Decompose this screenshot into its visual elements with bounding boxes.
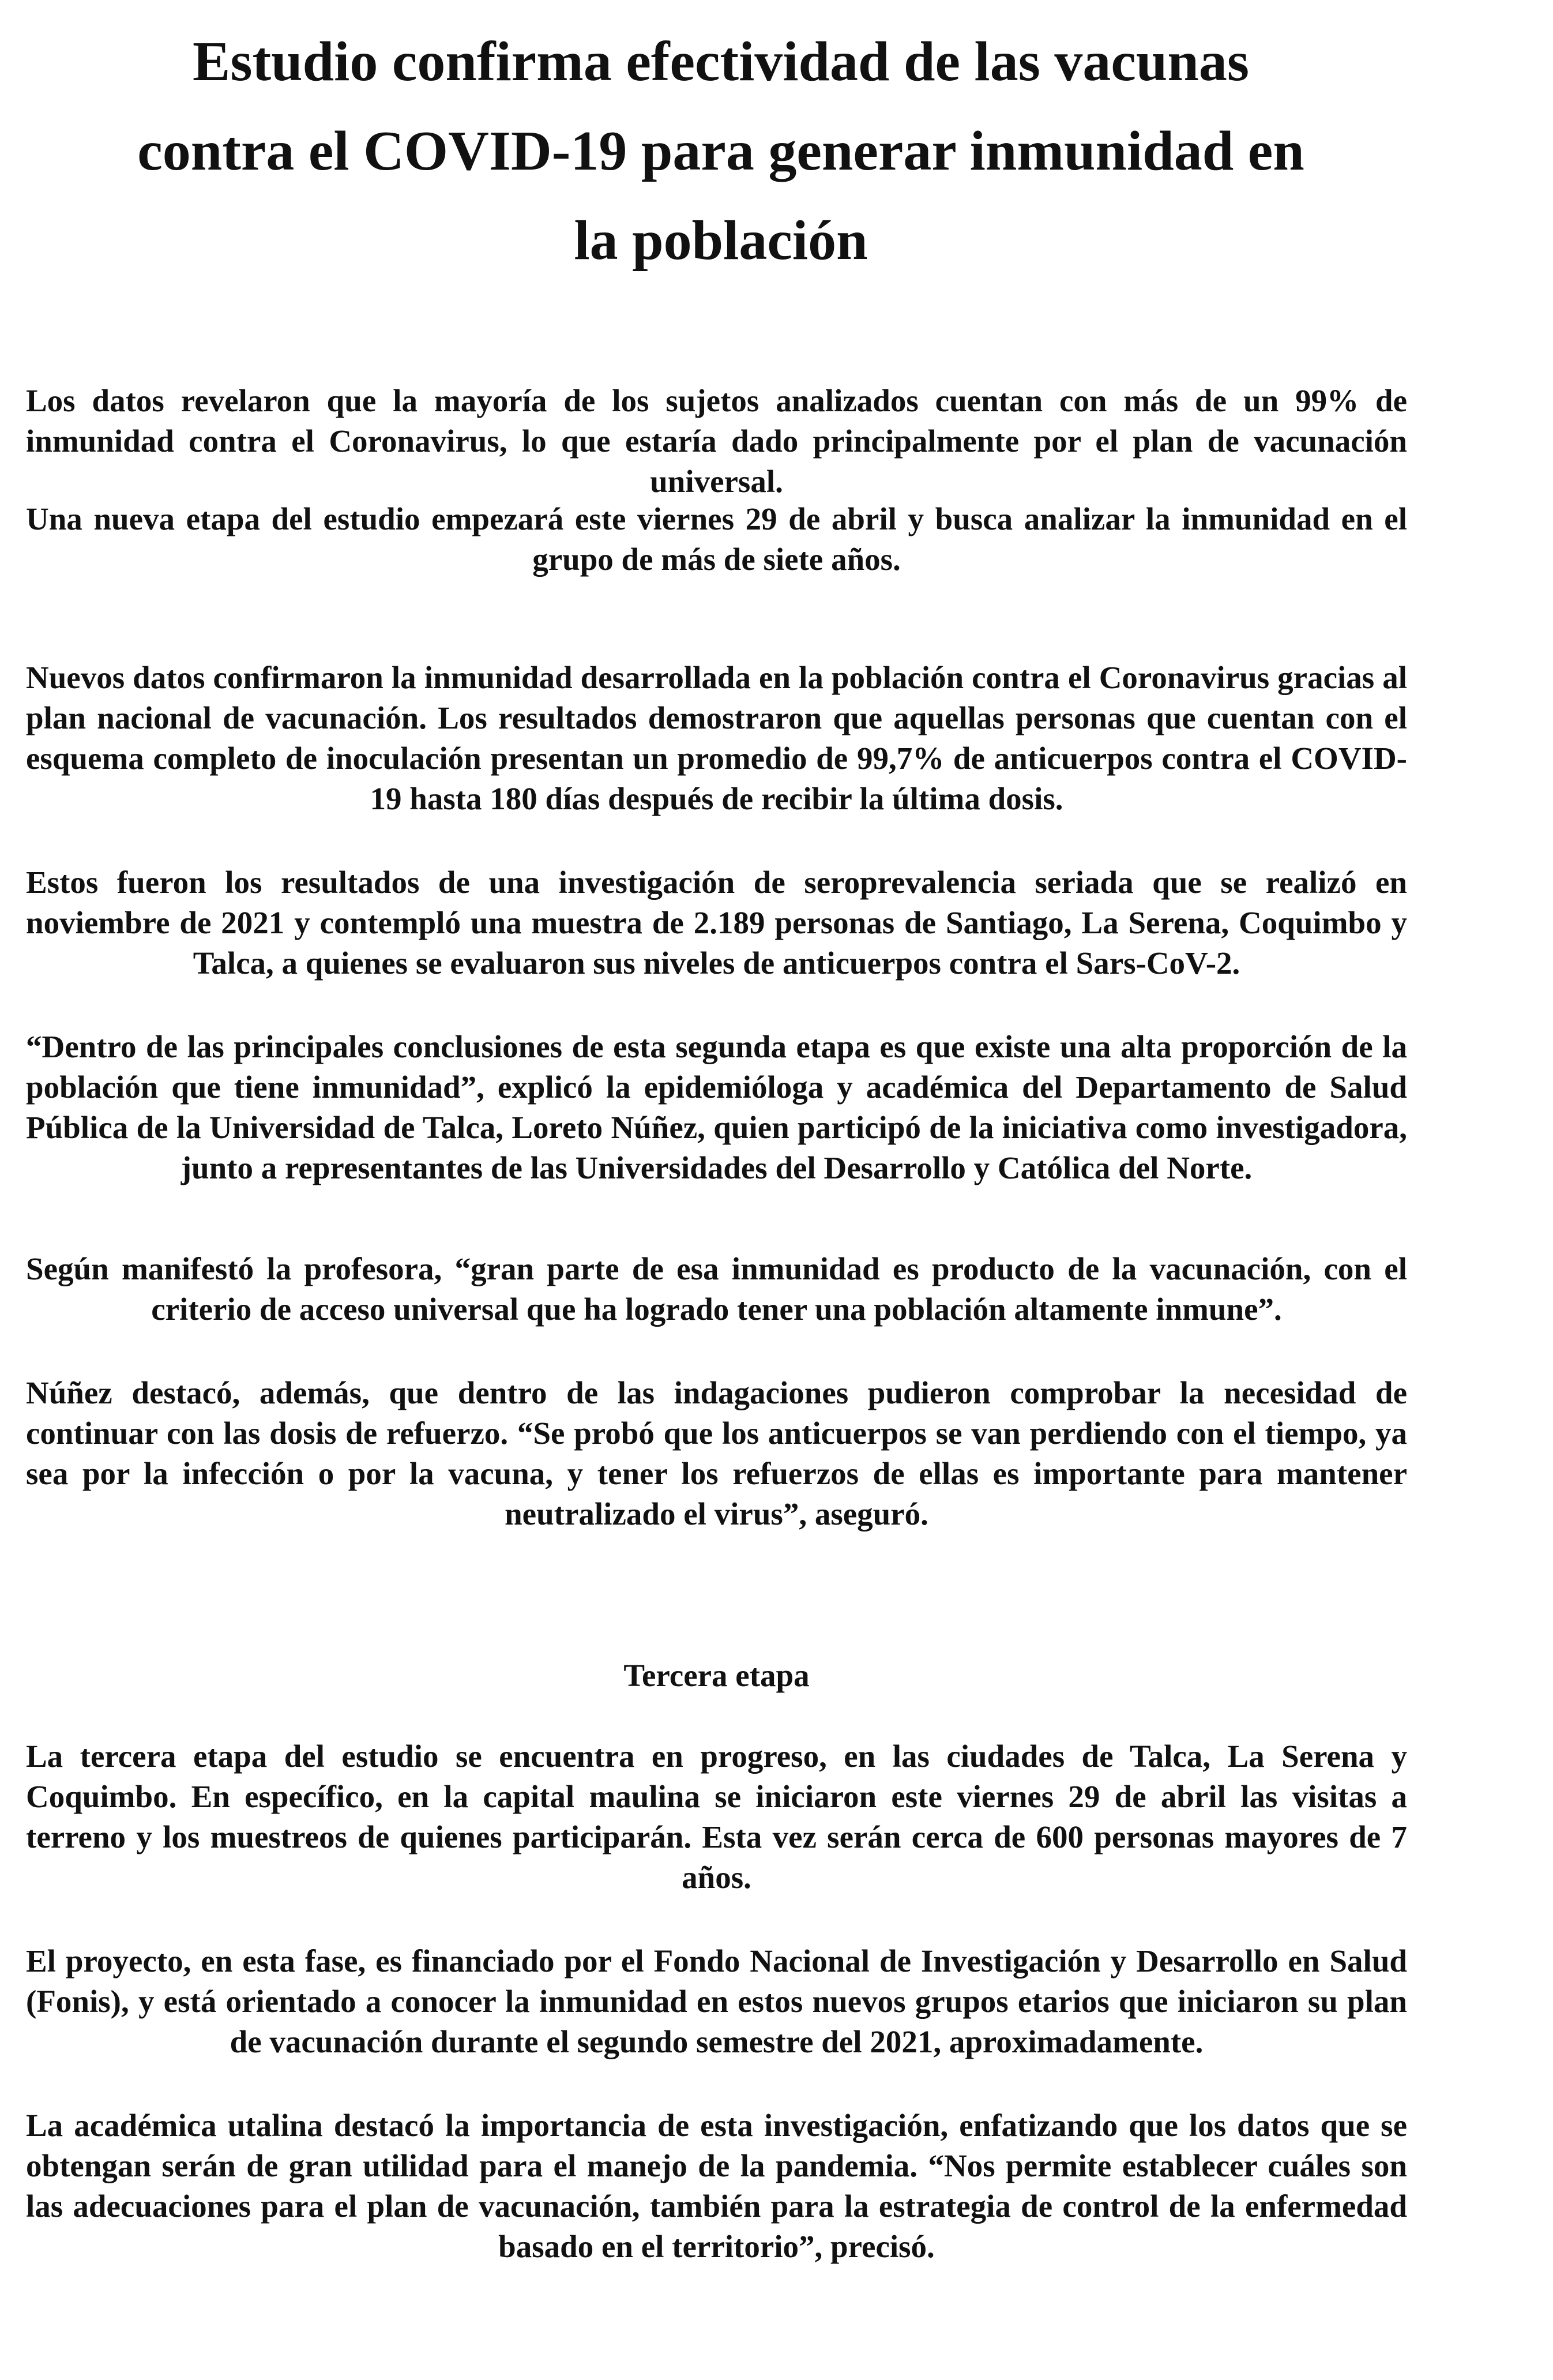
- lead-paragraph: Una nueva etapa del estudio empezará este viernes 29 de abril y busca analizar la inmunidad en el grupo de más de siete años.: [26, 501, 1407, 577]
- section-paragraph: La académica utalina destacó la importancia de esta investigación, enfatizando que los datos que se obtengan serán de gran utilidad para el manejo de la pandemia. “Nos permite establecer cuáles son las adecuaciones para el plan de vacunación, también para la estrategia de control de la enfermedad basado en el territorio”, precisó.: [26, 2108, 1407, 2264]
- body-paragraph: Estos fueron los resultados de una investigación de seroprevalencia seriada que se realizó en noviembre de 2021 y contempló una muestra de 2.189 personas de Santiago, La Serena, Coquimbo y Talca, a quienes se evaluaron sus niveles de anticuerpos contra el Sars-CoV-2.: [26, 865, 1407, 981]
- article-title: Estudio confirma efectividad de las vacunas contra el COVID-19 para generar inmunidad en la población: [137, 31, 1304, 272]
- body-paragraph: Según manifestó la profesora, “gran parte de esa inmunidad es producto de la vacunación, con el criterio de acceso universal que ha logrado tener una población altamente inmune”.: [26, 1251, 1407, 1327]
- section-paragraph: El proyecto, en esta fase, es financiado por el Fondo Nacional de Investigación y Desarrollo en Salud (Fonis), y está orientado a conocer la inmunidad en estos nuevos grupos etarios que iniciaron su plan de vacunación durante el segundo semestre del 2021, aproximadamente.: [26, 1943, 1407, 2059]
- body-paragraph: Nuevos datos confirmaron la inmunidad desarrollada en la población contra el Coronavirus gracias al plan nacional de vacunación. Los resultados demostraron que aquellas personas que cuentan con el esquema completo de inoculación presentan un promedio de 99,7% de anticuerpos contra el COVID-19 hasta 180 días después de recibir la última dosis.: [26, 660, 1407, 816]
- body-paragraph: Núñez destacó, además, que dentro de las indagaciones pudieron comprobar la necesidad de continuar con las dosis de refuerzo. “Se probó que los anticuerpos se van perdiendo con el tiempo, ya sea por la infección o por la vacuna, y tener los refuerzos de ellas es importante para mantener neutralizado el virus”, aseguró.: [26, 1375, 1407, 1531]
- body-paragraph: “Dentro de las principales conclusiones de esta segunda etapa es que existe una alta proporción de la población que tiene inmunidad”, explicó la epidemióloga y académica del Departamento de Salud Pública de la Universidad de Talca, Loreto Núñez, quien participó de la iniciativa como investigadora, junto a representantes de las Universidades del Desarrollo y Católica del Norte.: [26, 1029, 1407, 1185]
- section-heading: Tercera etapa: [623, 1658, 810, 1693]
- section-paragraph: La tercera etapa del estudio se encuentra en progreso, en las ciudades de Talca, La Serena y Coquimbo. En específico, en la capital maulina se iniciaron este viernes 29 de abril las visitas a terreno y los muestreos de quienes participarán. Esta vez serán cerca de 600 personas mayores de 7 años.: [26, 1739, 1407, 1895]
- lead-paragraph: Los datos revelaron que la mayoría de los sujetos analizados cuentan con más de un 99% de inmunidad contra el Coronavirus, lo que estaría dado principalmente por el plan de vacunación universal.: [26, 383, 1407, 499]
